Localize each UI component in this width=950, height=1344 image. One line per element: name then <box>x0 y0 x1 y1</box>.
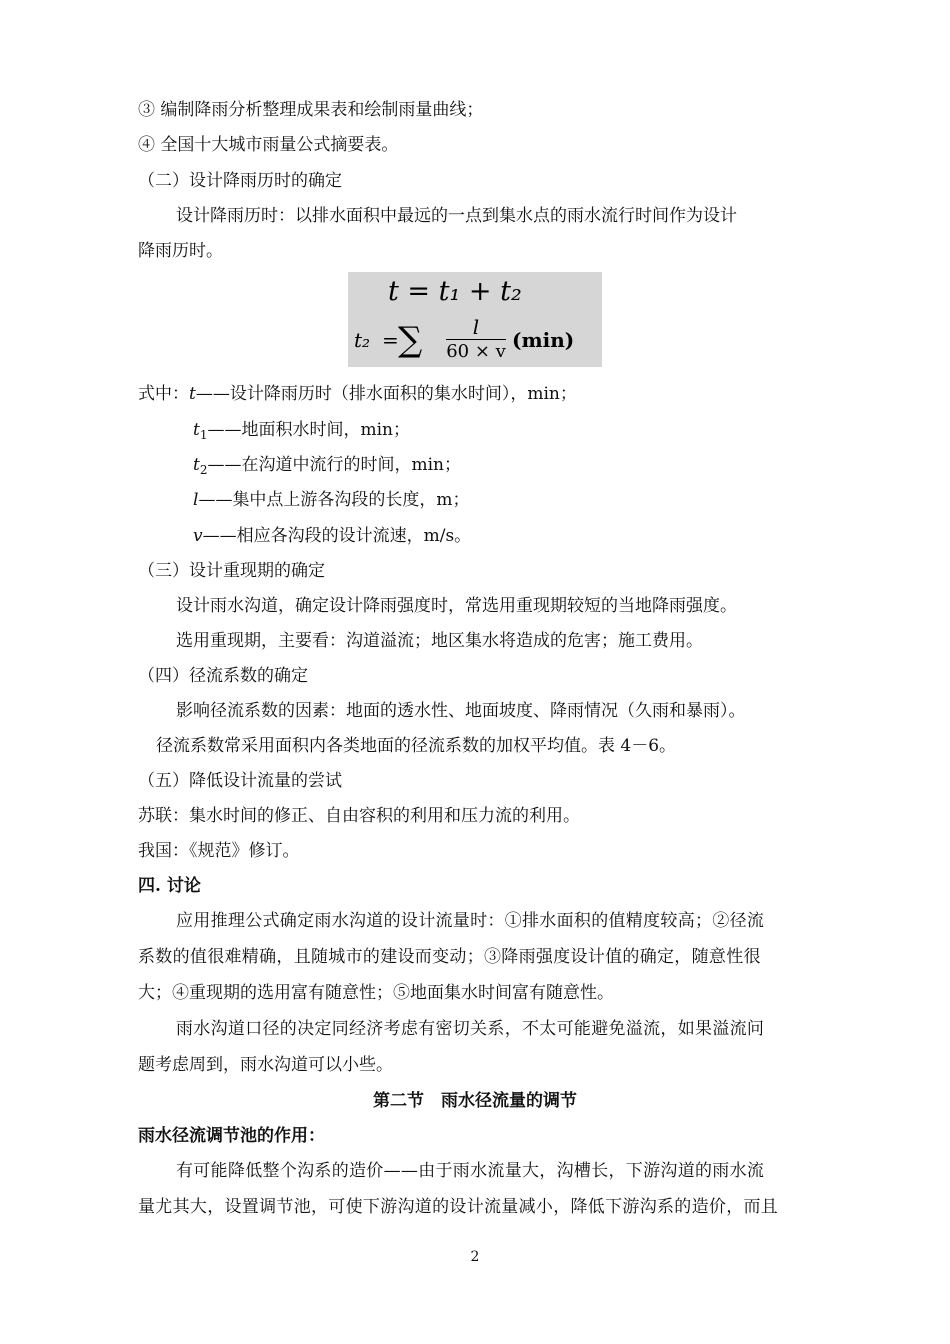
discussion-heading: 四. 讨论 <box>138 876 201 896</box>
formula-image <box>348 272 602 367</box>
var-t1-symbol: t <box>193 420 200 440</box>
var-t2 <box>193 453 873 482</box>
paragraph-soviet: 苏联：集水时间的修正、自由容积的利用和压力流的利用。 <box>138 806 580 826</box>
page-number: 2 <box>470 1249 480 1265</box>
formula-unit: (min) <box>512 328 575 352</box>
paragraph-runoff-1: 影响径流系数的因素：地面的透水性、地面坡度、降雨情况（久雨和暴雨）。 <box>176 701 746 721</box>
retention-p1-line2: 量尤其大，设置调节池，可使下游沟道的设计流量减小，降低下游沟系的造价，而且 <box>138 1197 779 1217</box>
var-v-desc: ——相应各沟段的设计流速，m/s。 <box>202 526 472 546</box>
list-item-3: ③ 编制降雨分析整理成果表和绘制雨量曲线； <box>138 100 484 120</box>
var-t2-subscript: 2 <box>199 463 208 477</box>
var-intro: 式中： <box>138 384 189 404</box>
var-t1 <box>193 418 873 447</box>
discussion-p1-line2: 系数的值很难精确，且随城市的建设而变动；③降雨强度设计值的确定，随意性很 <box>138 947 761 967</box>
paragraph-runoff-2: 径流系数常采用面积内各类地面的径流系数的加权平均值。表 4－6。 <box>156 736 677 756</box>
formula-t2-label: t₂ <box>354 328 371 352</box>
paragraph-china: 我国：《规范》修订。 <box>138 841 300 861</box>
var-t1-desc: ——地面积水时间，min； <box>207 420 410 440</box>
var-t2-symbol: t <box>193 455 200 475</box>
var-t2-desc: ——在沟道中流行的时间，min； <box>207 455 461 475</box>
paragraph-duration-1: 设计降雨历时：以排水面积中最远的一点到集水点的雨水流行时间作为设计 <box>176 206 737 226</box>
formula-sum-symbol: ∑ <box>398 320 423 360</box>
paragraph-duration-2: 降雨历时。 <box>138 241 223 261</box>
formula-numerator: l <box>472 315 480 339</box>
var-t-desc: ——设计降雨历时（排水面积的集水时间），min； <box>195 384 577 404</box>
formula-equals: = <box>382 328 399 352</box>
section-heading-3: （三）设计重现期的确定 <box>138 561 325 581</box>
section-heading-4: （四）径流系数的确定 <box>138 666 308 686</box>
paragraph-return-period-2: 选用重现期，主要看：沟道溢流；地区集水将造成的危害；施工费用。 <box>176 631 703 651</box>
formula-line-1: t = t₁ + t₂ <box>388 276 522 307</box>
var-t <box>138 382 818 406</box>
section-heading-5: （五）降低设计流量的尝试 <box>138 771 342 791</box>
retention-p1-line1: 有可能降低整个沟系的造价——由于雨水流量大，沟槽长，下游沟道的雨水流 <box>176 1161 765 1181</box>
section-title: 第二节 雨水径流量的调节 <box>373 1091 577 1111</box>
discussion-p1-line1: 应用推理公式确定雨水沟道的设计流量时：①排水面积的值精度较高；②径流 <box>176 911 765 931</box>
var-t-symbol: t <box>189 384 196 404</box>
formula-denominator: 60 × v <box>446 341 506 362</box>
var-l-symbol: l <box>193 490 199 510</box>
var-l <box>193 488 873 512</box>
discussion-p1-line3: 大；④重现期的选用富有随意性；⑤地面集水时间富有随意性。 <box>138 983 614 1003</box>
formula-line-2 <box>354 316 594 364</box>
paragraph-return-period-1: 设计雨水沟道，确定设计降雨强度时，常选用重现期较短的当地降雨强度。 <box>176 596 737 616</box>
list-item-4: ④ 全国十大城市雨量公式摘要表。 <box>138 135 399 155</box>
discussion-p2-line2: 题考虑周到，雨水沟道可以小些。 <box>138 1055 393 1075</box>
retention-heading: 雨水径流调节池的作用： <box>138 1126 325 1146</box>
var-v-symbol: v <box>193 526 203 546</box>
formula-fraction-bar <box>446 339 506 340</box>
discussion-p2-line1: 雨水沟道口径的决定同经济考虑有密切关系，不太可能避免溢流，如果溢流问 <box>176 1019 765 1039</box>
var-t1-subscript: 1 <box>199 428 208 442</box>
section-heading-2: （二）设计降雨历时的确定 <box>138 171 342 191</box>
var-l-desc: ——集中点上游各沟段的长度，m； <box>198 490 470 510</box>
formula-fraction <box>446 316 506 363</box>
var-v <box>193 524 873 548</box>
